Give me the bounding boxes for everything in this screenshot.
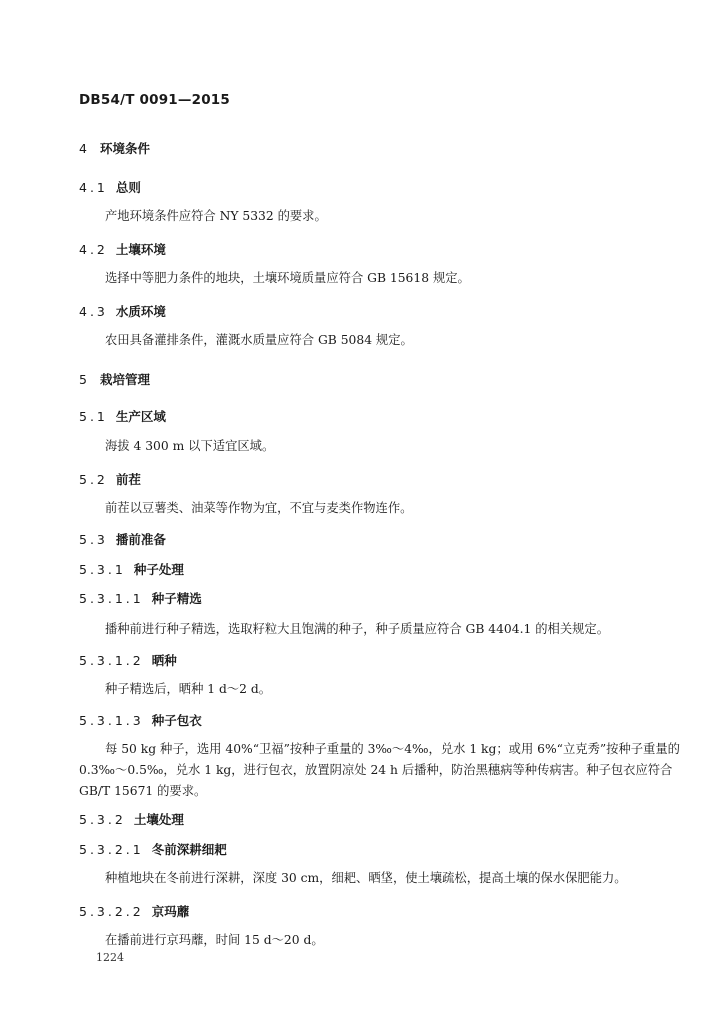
paragraph: 海拔 4 300 m 以下适宜区域。 (105, 439, 275, 453)
section-number: 4.1 (79, 180, 108, 195)
section-number: 5.3.2 (79, 812, 126, 827)
section-title: 冬前深耕细耙 (151, 842, 227, 857)
subsection-heading (79, 240, 166, 258)
paragraph: 选择中等肥力条件的地块，土壤环境质量应符合 GB 15618 规定。 (105, 271, 470, 285)
paragraph: 前茬以豆薯类、油菜等作物为宜，不宜与麦类作物连作。 (105, 501, 413, 515)
subsection-heading (79, 407, 166, 425)
section-title: 水质环境 (115, 304, 166, 319)
subsection-heading (79, 711, 202, 729)
section-number: 5.1 (79, 409, 108, 424)
section-title: 京玛蘼 (151, 904, 190, 919)
section-number: 5.3.1 (79, 562, 126, 577)
section-title: 环境条件 (99, 141, 150, 156)
subsection-heading (79, 902, 189, 920)
subsection-heading (79, 589, 202, 607)
paragraph: 产地环境条件应符合 NY 5332 的要求。 (105, 209, 327, 223)
section-heading (79, 139, 150, 157)
subsection-heading (79, 810, 184, 828)
paragraph: 种植地块在冬前进行深耕，深度 30 cm，细耙、晒垡，使土壤疏松，提高土壤的保水保肥能力。 (105, 871, 627, 885)
subsection-heading (79, 302, 166, 320)
paragraph: 农田具备灌排条件，灌溉水质量应符合 GB 5084 规定。 (105, 333, 413, 347)
paragraph-continuation: GB/T 15671 的要求。 (79, 784, 207, 798)
subsection-heading (79, 840, 227, 858)
paragraph: 每 50 kg 种子，选用 40%“卫福”按种子重量的 3‰～4‰，兑水 1 kg；或用 6%“立克秀”按种子重量的 (105, 742, 680, 756)
section-number: 5.2 (79, 472, 108, 487)
section-title: 种子处理 (133, 562, 184, 577)
section-title: 土壤环境 (115, 242, 166, 257)
section-title: 种子精选 (151, 591, 202, 606)
subsection-heading (79, 470, 141, 488)
section-title: 生产区域 (115, 409, 166, 424)
subsection-heading (79, 530, 166, 548)
section-title: 总则 (115, 180, 141, 195)
standard-code: DB54/T 0091—2015 (79, 92, 230, 108)
section-number: 5.3 (79, 532, 108, 547)
paragraph: 播种前进行种子精选，选取籽粒大且饱满的种子，种子质量应符合 GB 4404.1 的相关规定。 (105, 622, 610, 636)
section-number: 5 (79, 372, 90, 387)
paragraph: 种子精选后，晒种 1 d～2 d。 (105, 682, 272, 696)
subsection-heading (79, 178, 141, 196)
section-heading (79, 370, 150, 388)
section-title: 土壤处理 (133, 812, 184, 827)
section-number: 5.3.1.2 (79, 653, 144, 668)
section-number: 4.2 (79, 242, 108, 257)
paragraph: 在播前进行京玛蘼，时间 15 d～20 d。 (105, 933, 324, 947)
section-title: 前茬 (115, 472, 141, 487)
paragraph-continuation: 0.3‰～0.5‰，兑水 1 kg，进行包衣，放置阴凉处 24 h 后播种，防治黑穗病等种传病害。种子包衣应符合 (79, 763, 673, 777)
section-title: 种子包衣 (151, 713, 202, 728)
section-number: 5.3.2.2 (79, 904, 144, 919)
subsection-heading (79, 651, 177, 669)
section-number: 4 (79, 141, 90, 156)
subsection-heading (79, 560, 184, 578)
section-number: 4.3 (79, 304, 108, 319)
section-number: 5.3.2.1 (79, 842, 144, 857)
section-title: 晒种 (151, 653, 177, 668)
section-title: 播前准备 (115, 532, 166, 547)
section-number: 5.3.1.3 (79, 713, 144, 728)
section-number: 5.3.1.1 (79, 591, 144, 606)
page-number: 1224 (96, 951, 124, 964)
section-title: 栽培管理 (99, 372, 150, 387)
